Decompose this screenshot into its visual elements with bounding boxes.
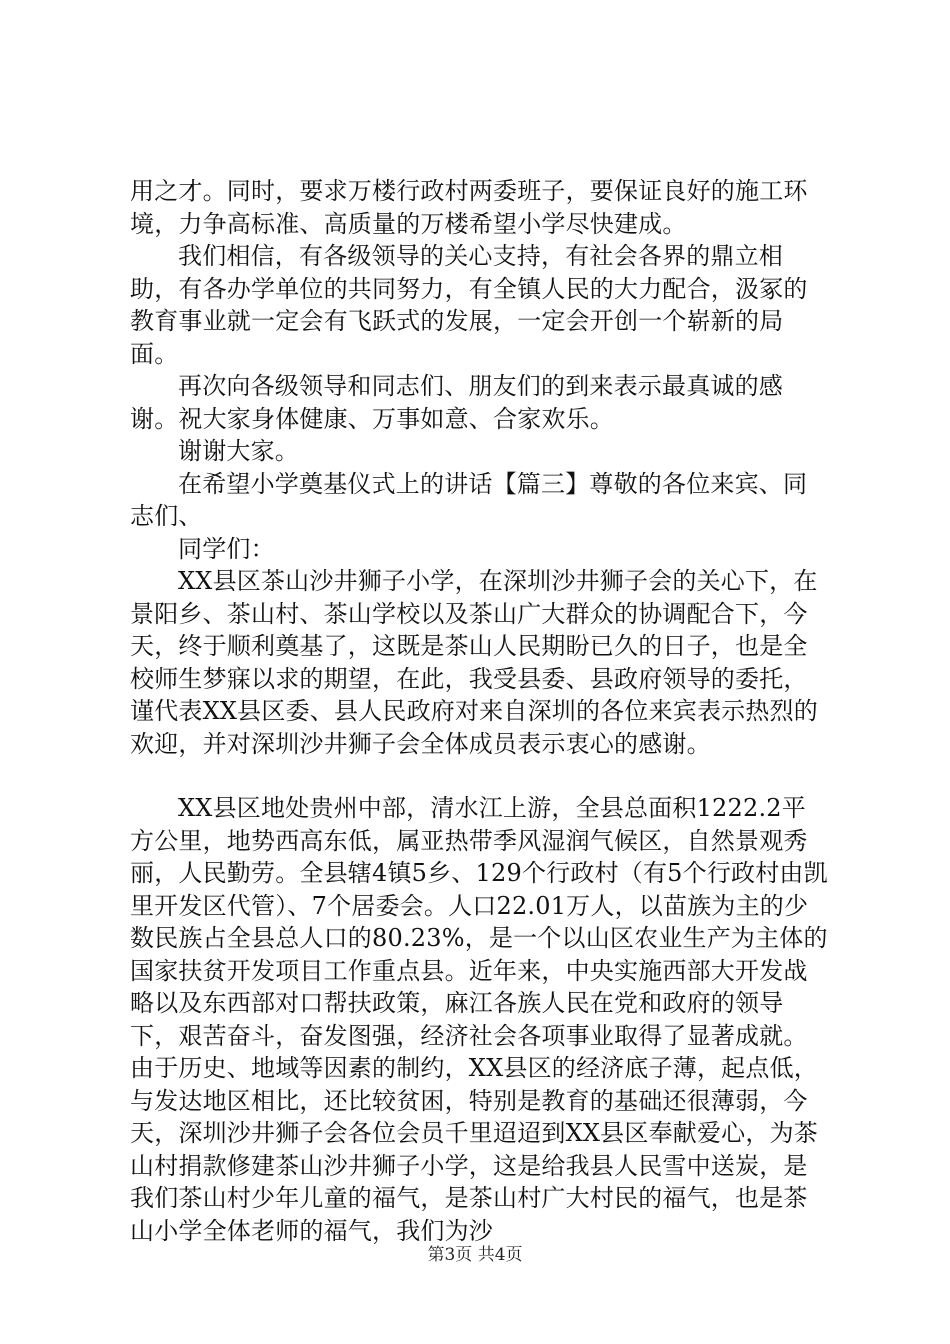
paragraph-4: 谢谢大家。	[178, 437, 299, 465]
paragraph-spacer	[130, 760, 830, 792]
paragraph-1: 用之才。同时，要求万楼行政村两委班子，要保证良好的施工环境，力争高标准、高质量的万楼希望小学尽快建成。	[130, 177, 808, 238]
page-footer: 第3页 共4页	[427, 1245, 523, 1265]
paragraph-3: 再次向各级领导和同志们、朋友们的到来表示最真诚的感谢。祝大家身体健康、万事如意、合家欢乐。	[130, 372, 783, 433]
paragraph-2: 我们相信，有各级领导的关心支持，有社会各界的鼎立相助，有各办学单位的共同努力，有全镇人民的大力配合，汲冢的教育事业就一定会有飞跃式的发展，一定会开创一个崭新的局面。	[130, 242, 808, 368]
document-body	[130, 175, 830, 1247]
paragraph-5-heading: 在希望小学奠基仪式上的讲话【篇三】尊敬的各位来宾、同志们、	[130, 469, 808, 530]
paragraph-6-salutation: 同学们：	[178, 534, 275, 563]
paragraph-8: XX县区地处贵州中部，清水江上游，全县总面积1222.2平方公里，地势西高东低，属亚热带季风湿润气候区，自然景观秀丽，人民勤劳。全县辖4镇5乡、129个行政村（有5个行政村由凯里开发区代管）、7个居委会。人口22.01万人，以苗族为主的少数民族占全县总人口的80.23%，是一个以山区农业生产为主体的国家扶贫开发项目工作重点县。近年来，中央实施西部大开发战略以及东西部对口帮扶政策，麻江各族人民在党和政府的领导下，艰苦奋斗，奋发图强，经济社会各项事业取得了显著成就。由于历史、地域等因素的制约，XX县区的经济底子薄，起点低，与发达地区相比，还比较贫困，特别是教育的基础还很薄弱，今天，深圳沙井狮子会各位会员千里迢迢到XX县区奉献爱心，为茶山村捐款修建茶山沙井狮子小学，这是给我县人民雪中送炭，是我们茶山村少年儿童的福气，是茶山村广大村民的福气，也是茶山小学全体老师的福气，我们为沙	[130, 794, 828, 1245]
paragraph-7: XX县区茶山沙井狮子小学，在深圳沙井狮子会的关心下，在景阳乡、茶山村、茶山学校以及茶山广大群众的协调配合下，今天，终于顺利奠基了，这既是茶山人民期盼已久的日子，也是全校师生梦寐以求的期望，在此，我受县委、县政府领导的委托，谨代表XX县区委、县人民政府对来自深圳的各位来宾表示热烈的欢迎，并对深圳沙井狮子会全体成员表示衷心的感谢。	[130, 567, 818, 758]
